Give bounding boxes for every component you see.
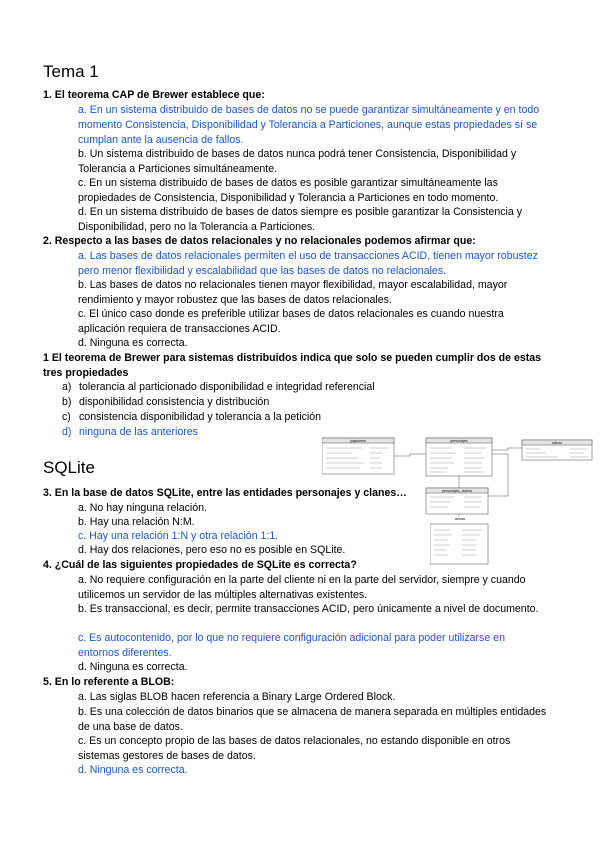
answer-3a: a. No hay ninguna relación. bbox=[78, 502, 207, 514]
option-c: c) consistencia disponibilidad y tolerancia a la petición bbox=[62, 411, 322, 423]
svg-text:armas: armas bbox=[455, 517, 465, 521]
table-jugadores bbox=[322, 438, 394, 474]
answer-1b: b. Un sistema distribuido de bases de datos nunca podrá tener Consistencia, Disponibilidad y Tolerancia a Particiones simultáneamente. bbox=[78, 148, 517, 175]
answer-4d: d. Ninguna es correcta. bbox=[78, 661, 188, 673]
answer-3b: b. Hay una relación N:M. bbox=[78, 516, 195, 528]
question-2: 2. Respecto a las bases de datos relacionales y no relacionales podemos afirmar que: bbox=[43, 235, 476, 247]
svg-text:personajes: personajes bbox=[450, 439, 468, 444]
er-diagram bbox=[322, 434, 594, 516]
brewer-options bbox=[62, 380, 375, 440]
section-title-tema1: Tema 1 bbox=[43, 62, 99, 81]
answer-1a: a. En un sistema distribuido de bases de datos no se puede garantizar simultáneamente y en todo momento Consistencia, Disponibilidad y Tolerancia a Particiones, aunque estas propiedades sí se cumplan ante la ausencia de fallos. bbox=[78, 104, 540, 146]
answer-1c: c. En un sistema distribuido de bases de datos es posible garantizar simultáneamente las propiedades de Consistencia, Disponibilidad y Tolerancia a Particiones en todo momento. bbox=[78, 177, 499, 204]
answer-2a: a. Las bases de datos relacionales permiten el uso de transacciones ACID, tienen mayor robustez pero menor flexibilidad y escalabilidad que las bases de datos no relacionales. bbox=[78, 250, 538, 277]
question-3: 3. En la base de datos SQLite, entre las entidades personajes y clanes… bbox=[43, 487, 407, 499]
question-brewer: 1 El teorema de Brewer para sistemas distribuidos indica que solo se pueden cumplir dos de estas tres propiedades bbox=[43, 352, 542, 379]
answer-3c: c. Hay una relación 1:N y otra relación 1:1. bbox=[78, 530, 279, 542]
question-1: 1. El teorema CAP de Brewer establece que: bbox=[43, 89, 265, 101]
answer-5b: b. Es una colección de datos binarios que se almacena de manera separada en múltiples entidades de una base de datos. bbox=[78, 706, 547, 733]
svg-text:jugadores: jugadores bbox=[350, 439, 366, 444]
question-4: 4. ¿Cuál de las siguientes propiedades de SQLite es correcta? bbox=[43, 559, 357, 571]
answer-5a: a. Las siglas BLOB hacen referencia a Binary Large Ordered Block. bbox=[78, 691, 396, 703]
answer-3d: d. Hay dos relaciones, pero eso no es posible en SQLite. bbox=[78, 544, 346, 556]
option-b: b) disponibilidad consistencia y distribución bbox=[62, 396, 270, 408]
answer-2c: c. El único caso donde es preferible utilizar bases de datos relacionales es cuando nuestra aplicación requiera de transacciones ACID. bbox=[78, 308, 504, 335]
question-5: 5. En lo referente a BLOB: bbox=[43, 676, 175, 688]
option-d: d) ninguna de las anteriores bbox=[62, 426, 198, 438]
answer-1d: d. En un sistema distribuido de bases de datos siempre es posible garantizar la Consistencia y Disponibilidad, pero no la Tolerancia a Particiones. bbox=[78, 206, 523, 233]
table-personajes bbox=[426, 438, 492, 476]
svg-text:personajes_clanes: personajes_clanes bbox=[442, 489, 472, 494]
answer-2b: b. Las bases de datos no relacionales tienen mayor flexibilidad, mayor escalabilidad, mayor rendimiento y mayor robustez que las bases de datos relacionales. bbox=[78, 279, 508, 306]
er-diagram-svg bbox=[322, 434, 594, 516]
answer-5c: c. Es un concepto propio de las bases de datos relacionales, no estando disponible en otros sistemas gestores de bases de datos. bbox=[78, 735, 511, 762]
answer-5d: d. Ninguna es correcta. bbox=[78, 764, 188, 776]
option-a: a) tolerancia al particionado disponibilidad e integridad referencial bbox=[62, 381, 375, 393]
answer-2d: d. Ninguna es correcta. bbox=[78, 337, 188, 349]
answer-4b: b. Es transaccional, es decir, permite transacciones ACID, pero únicamente a nivel de documento. bbox=[78, 603, 539, 615]
answer-4c: c. Es autocontenido, por lo que no requiere configuración adicional para poder utilizarse en entornos diferentes. bbox=[78, 632, 505, 659]
answer-4a: a. No requiere configuración en la parte del cliente ni en la parte del servidor, siempre y cuando utilicemos un servidor de las múltiples alternativas existentes. bbox=[78, 574, 526, 601]
svg-text:clanes: clanes bbox=[551, 441, 563, 446]
section-title-sqlite: SQLite bbox=[43, 458, 95, 477]
